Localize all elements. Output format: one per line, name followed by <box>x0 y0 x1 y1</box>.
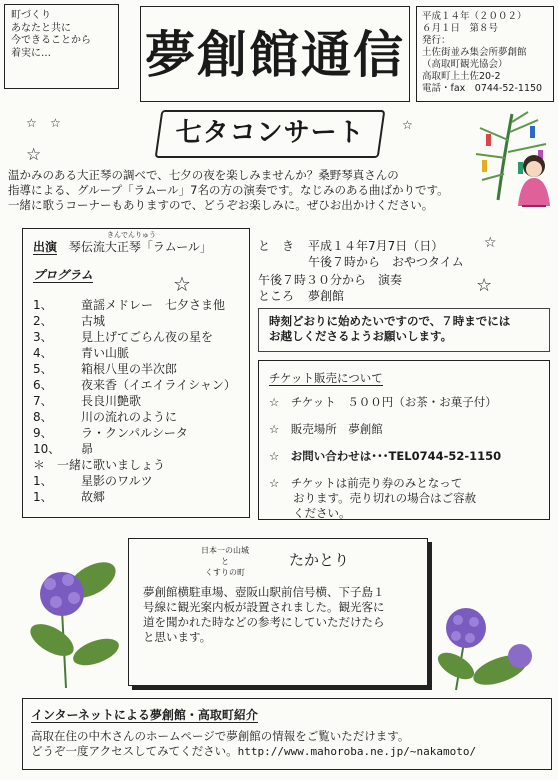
notice-line: 時刻どおりに始めたいですので、７時までには <box>269 314 511 328</box>
issue-box <box>416 6 554 102</box>
program-item-number: 1、 <box>33 474 53 488</box>
publisher-label: 発行： <box>422 35 451 46</box>
intro-line: 着実に… <box>11 47 51 59</box>
when-label: と き <box>258 239 295 253</box>
program-item <box>33 441 239 457</box>
performer-name: 琴伝流大正琴「ラムール」 <box>68 240 212 254</box>
event-time-1: 午後７時から おやつタイム <box>308 255 464 269</box>
takatori-body-line: と思います。 <box>143 630 212 644</box>
hydrangea-illustration <box>22 540 126 690</box>
program-list <box>33 297 239 457</box>
internet-box <box>22 698 552 770</box>
program-item <box>33 473 239 489</box>
takatori-heading: たかとり <box>289 551 350 569</box>
banner-title: 七タコンサート <box>175 118 365 148</box>
program-item <box>33 393 239 409</box>
takatori-body-line: 夢創館横駐車場、壺阪山駅前信号横、下子島１ <box>143 585 385 599</box>
ticket-continuation: ください。 <box>293 506 351 520</box>
program-item <box>33 345 239 361</box>
event-time-2: 午後７時３０分から 演奏 <box>258 273 403 287</box>
program-item <box>33 329 239 345</box>
program-item <box>33 313 239 329</box>
ticket-title: チケット販売について <box>269 371 383 385</box>
program-item-title: 川の流れのように <box>81 410 178 424</box>
program-item-number: 8、 <box>33 410 53 424</box>
program-item-title: 青い山脈 <box>81 346 130 360</box>
publisher-line: 高取町上土佐20-2 <box>422 71 501 82</box>
description-line: 温かみのある大正琴の調べで、七夕の夜を楽しみませんか？桑野琴真さんの <box>8 168 399 182</box>
hydrangea-illustration <box>436 600 546 692</box>
takatori-caption <box>201 545 249 578</box>
ticket-item: ☆ 販売場所 夢創館 <box>269 422 383 436</box>
issue-number: ６月１日 第８号 <box>422 23 499 34</box>
title-box <box>140 6 410 102</box>
caption-line: と <box>221 557 229 566</box>
internet-line: どうぞ一度アクセスしてみてください。 <box>31 744 238 758</box>
program-item-title: 童謡メドレー 七夕さま他 <box>81 298 226 312</box>
newsletter-title: 夢創館通信 <box>145 25 405 84</box>
program-title: プログラム <box>33 268 93 282</box>
ticket-item: ☆ お問い合わせは･･･TEL0744-52-1150 <box>269 449 502 463</box>
where-label: ところ <box>258 289 295 303</box>
program-item-number: 2、 <box>33 314 53 328</box>
homepage-link[interactable]: http://www.mahoroba.ne.jp/~nakamoto/ <box>237 745 477 758</box>
program-item-title: 夜来香（イエイライシャン） <box>81 378 236 392</box>
star-icon: ☆ <box>26 116 37 130</box>
program-box <box>22 228 250 518</box>
program-item-number: 5、 <box>33 362 53 376</box>
intro-box <box>4 4 119 89</box>
program-item-number: 1、 <box>33 298 53 312</box>
description-line: 指導による、グループ「ラムール」7名の方の演奏です。なじみのある曲ばかりです。 <box>8 183 449 197</box>
takatori-body-line: 号線に観光案内板が設置されました。観光客に <box>143 600 385 614</box>
star-icon: ☆ <box>50 116 61 130</box>
event-place: 夢創館 <box>308 289 345 303</box>
takatori-body-line: 道を聞かれた時などの参考にしていただけたら <box>143 615 385 629</box>
issue-date: 平成１４年（２００２） <box>422 11 527 22</box>
internet-heading: インターネットによる夢創館・高取町紹介 <box>31 708 258 722</box>
program-item-title: 昴 <box>81 442 94 456</box>
intro-line: 今できることから <box>11 35 91 46</box>
publisher-line: （高取町観光協会） <box>422 59 508 70</box>
event-date: 平成１４年7月7日（日） <box>308 239 444 253</box>
program-item <box>33 361 239 377</box>
description-line: 一緒に歌うコーナーもありますので、どうぞお楽しみに。ぜひお出かけください。 <box>8 198 434 212</box>
star-icon: ☆ <box>26 145 42 165</box>
program-item-number: 7、 <box>33 394 53 408</box>
ticket-item: ☆ チケットは前売り券のみとなって <box>269 476 463 490</box>
caption-line: くすりの町 <box>205 568 245 577</box>
ticket-item: ☆ チケット ５００円（お茶・お菓子付） <box>269 395 497 409</box>
publisher-line: 電話・fax 0744-52-1150 <box>422 83 543 94</box>
takatori-box <box>128 538 428 686</box>
program-item-title: 古城 <box>81 314 106 328</box>
schedule <box>258 235 498 304</box>
ticket-continuation: おります。売り切れの場合はご容赦 <box>293 491 477 505</box>
notice-line: お越しくださるようお願いします。 <box>269 329 453 343</box>
publisher-line: 土佐街並み集会所夢創館 <box>422 47 527 58</box>
caption-line: 日本一の山城 <box>201 546 249 555</box>
star-icon: ☆ <box>173 272 191 296</box>
program-item-number: 3、 <box>33 330 53 344</box>
program-item-number: 10、 <box>33 442 61 456</box>
program-item-title: 見上げてごらん夜の星を <box>81 330 214 344</box>
program-item-title: 星影のワルツ <box>81 474 153 488</box>
notice-box <box>258 308 550 352</box>
program-item-title: 長良川艶歌 <box>81 394 142 408</box>
intro-line: 町づくり <box>11 10 51 21</box>
singalong-title: ＊ 一緒に歌いましょう <box>33 458 166 472</box>
intro-line: あなたと共に <box>11 22 71 34</box>
star-icon: ☆ <box>476 275 493 296</box>
ticket-box <box>258 360 550 520</box>
program-item <box>33 489 239 505</box>
program-item-number: 4、 <box>33 346 53 360</box>
program-item <box>33 297 239 313</box>
performer-ruby: きんでんりゅう <box>107 231 156 239</box>
star-icon: ☆ <box>402 118 413 132</box>
star-icon: ☆ <box>484 235 497 251</box>
program-item-title: ラ・クンパルシータ <box>81 426 188 440</box>
program-item <box>33 425 239 441</box>
concert-banner <box>155 110 386 158</box>
program-item <box>33 409 239 425</box>
performer-label: 出演 <box>33 240 58 254</box>
program-item-number: 9、 <box>33 426 53 440</box>
program-item-title: 故郷 <box>81 490 106 504</box>
girl-illustration <box>512 152 556 208</box>
program-item-number: 1、 <box>33 490 53 504</box>
singalong-list <box>33 473 239 505</box>
event-description <box>8 168 508 213</box>
program-item-number: 6、 <box>33 378 53 392</box>
internet-line: 高取在住の中木さんのホームページで夢創館の情報をご覧いただけます。 <box>31 729 410 743</box>
program-item-title: 箱根八里の半次郎 <box>81 362 178 376</box>
program-item <box>33 377 239 393</box>
